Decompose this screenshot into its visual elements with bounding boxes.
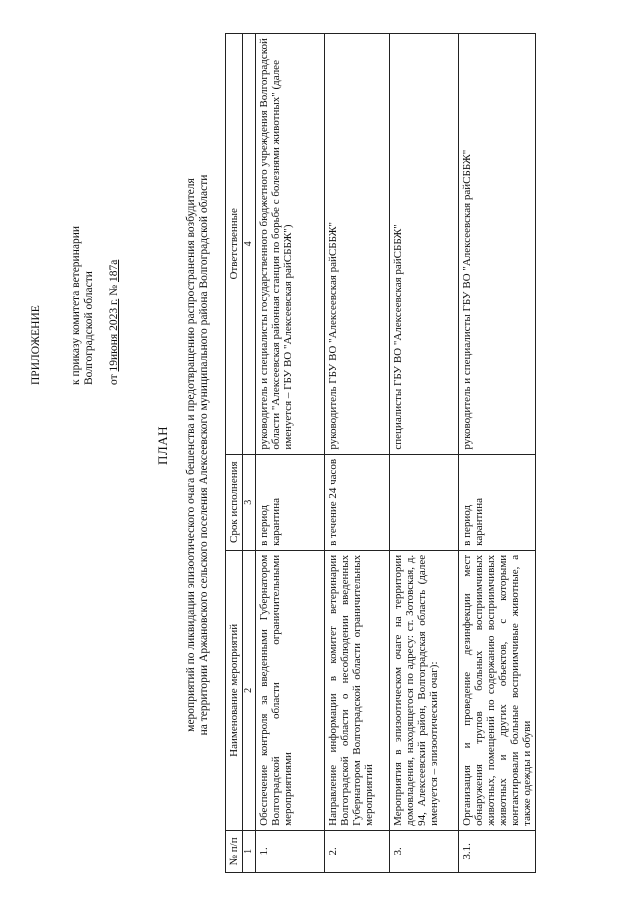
order-date (108, 260, 121, 385)
plan-title: ПЛАН (155, 426, 170, 465)
row-name: Мероприятия в эпизоотическом очаге на территории домовладения, находящегося по адресу: ст. Зотовская, д. 94, Алексеевский район, Волгоградская область (далее именуется – эпизоотический очаг): (390, 550, 459, 830)
row-term: в течение 24 часов (325, 454, 390, 550)
col-number: 2 (243, 550, 256, 830)
col-number: 1 (243, 830, 256, 872)
column-number-row (243, 34, 256, 873)
row-num: 3. (390, 830, 459, 872)
table-row (390, 34, 459, 873)
date-day: 19 (108, 360, 120, 372)
plan-subtitle-line-1: мероприятий по ликвидации эпизоотического очага бешенства и предотвращению распространения возбудителя (185, 178, 197, 732)
order-number: 187а (108, 259, 120, 283)
table-row (325, 34, 390, 873)
order-line-1: к приказу комитета ветеринарии (70, 225, 82, 385)
row-responsible: руководитель и специалисты государственного бюджетного учреждения Волгоградской области "Алексеевская районная станция по борьбе с болезнями животных" (далее именуется – ГБУ ВО "Алексеевская райСББЖ") (256, 34, 325, 455)
row-responsible: руководитель и специалисты ГБУ ВО "Алексеевская райСББЖ" (459, 34, 536, 455)
row-name: Направление информации в комитет ветеринарии Волгоградской области о несоблюдении введенных Губернатором Волгоградской области ограничительных мероприятий (325, 550, 390, 830)
row-num: 1. (256, 830, 325, 872)
appendix-label: ПРИЛОЖЕНИЕ (30, 305, 42, 385)
date-prefix: от (108, 374, 120, 385)
row-num: 2. (325, 830, 390, 872)
header-responsible: Ответственные (226, 34, 243, 455)
col-number: 4 (243, 34, 256, 455)
header-num: № п/п (226, 830, 243, 872)
col-number: 3 (243, 454, 256, 550)
date-month-year: июня 2023 г. (108, 298, 120, 360)
table-header-row (226, 34, 243, 873)
row-term: в период карантина (459, 454, 536, 550)
row-term: в период карантина (256, 454, 325, 550)
plan-subtitle-line-2: на территории Аржановского сельского поселения Алексеевского муниципального района Волгоградской области (198, 174, 210, 736)
row-name: Организация и проведение дезинфекции мест обнаружения трупов больных восприимчивых животных, помещений по содержанию восприимчивых животных и других объектов, с которыми контактировали больные восприимчивые животные, а также одежды и обуви (459, 550, 536, 830)
row-term (390, 454, 459, 550)
row-responsible: руководитель ГБУ ВО "Алексеевская райСББЖ" (325, 34, 390, 455)
header-name: Наименование мероприятий (226, 550, 243, 830)
table-row (459, 34, 536, 873)
order-line-2: Волгоградской области (83, 271, 95, 385)
row-responsible: специалисты ГБУ ВО "Алексеевская райСББЖ" (390, 34, 459, 455)
number-sign: № (108, 284, 120, 296)
row-name: Обеспечение контроля за введенными Губернатором Волгоградской области ограничительными мероприятиями (256, 550, 325, 830)
row-num: 3.1. (459, 830, 536, 872)
header-term: Срок исполнения (226, 454, 243, 550)
plan-table (225, 33, 536, 873)
table-row (256, 34, 325, 873)
